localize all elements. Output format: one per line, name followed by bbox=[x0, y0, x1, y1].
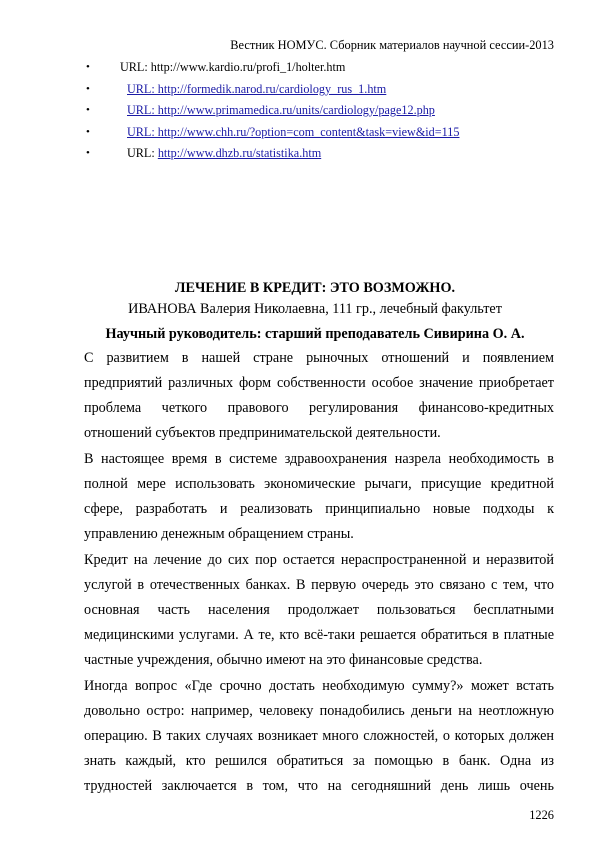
reference-link[interactable]: http://www.dhzb.ru/statistika.htm bbox=[157, 146, 322, 160]
article-body bbox=[84, 346, 554, 799]
reference-link[interactable]: URL: http://www.primamedica.ru/units/cardiology/page12.php bbox=[127, 103, 435, 117]
page-number: 1226 bbox=[529, 808, 554, 822]
article-author: ИВАНОВА Валерия Николаевна, 111 гр., лечебный факультет bbox=[128, 301, 502, 317]
article-advisor: Научный руководитель: старший преподаватель Сивирина О. А. bbox=[105, 326, 525, 342]
bullet-icon: • bbox=[86, 147, 90, 159]
article-title: ЛЕЧЕНИЕ В КРЕДИТ: ЭТО ВОЗМОЖНО. bbox=[174, 280, 456, 296]
bullet-icon: • bbox=[86, 125, 90, 138]
paragraph: В настоящее время в системе здравоохранения назрела необходимость в полной мере использовать экономические рычаги, присущие кредитной сфере, разработать и реализовать принципиально новые подходы к управлению денежным обращением страны. bbox=[84, 451, 554, 542]
reference-item bbox=[86, 58, 556, 80]
running-header: Вестник НОМУС. Сборник материалов научной сессии-2013 bbox=[230, 38, 554, 52]
reference-link[interactable]: URL: http://formedik.narod.ru/cardiology_rus_1.htm bbox=[127, 81, 387, 96]
paragraph: С развитием в нашей стране рыночных отношений и появлением предприятий различных форм собственности особое значение приобретает проблема четкого правового регулирования финансово-кредитных отношений субъектов предпринимательской деятельности. bbox=[84, 350, 554, 441]
bullet-icon: • bbox=[86, 82, 90, 95]
paragraph: Иногда вопрос «Где срочно достать необходимую сумму?» может встать довольно остро: например, человеку понадобились деньги на неотложную операцию. В таких случаях возникает много сложностей, о которых должен знать каждый, кто решился обратиться за помощью в банк. Одна из трудностей заключается в том, что на сегодняшний день лишь очень bbox=[84, 678, 554, 794]
bullet-icon: • bbox=[86, 104, 90, 116]
reference-text: URL: http://www.kardio.ru/profi_1/holter.htm bbox=[120, 60, 346, 74]
paragraph: Кредит на лечение до сих пор остается нераспространенной и неразвитой услугой в отечественных банках. В первую очередь это связано с тем, что основная часть населения продолжает пользоваться бесплатными медицинскими услугами. А те, кто всё-таки решается обратиться в платные частные учреждения, обычно имеют на это финансовые средства. bbox=[84, 552, 554, 668]
reference-prefix: URL: bbox=[127, 146, 158, 160]
reference-item bbox=[86, 101, 556, 123]
reference-item bbox=[86, 123, 556, 145]
reference-item bbox=[86, 144, 556, 166]
reference-list bbox=[86, 58, 556, 166]
reference-item bbox=[86, 80, 556, 102]
bullet-icon: • bbox=[86, 61, 90, 73]
reference-link[interactable]: URL: http://www.chh.ru/?option=com_content&task=view&id=115 bbox=[127, 124, 460, 139]
